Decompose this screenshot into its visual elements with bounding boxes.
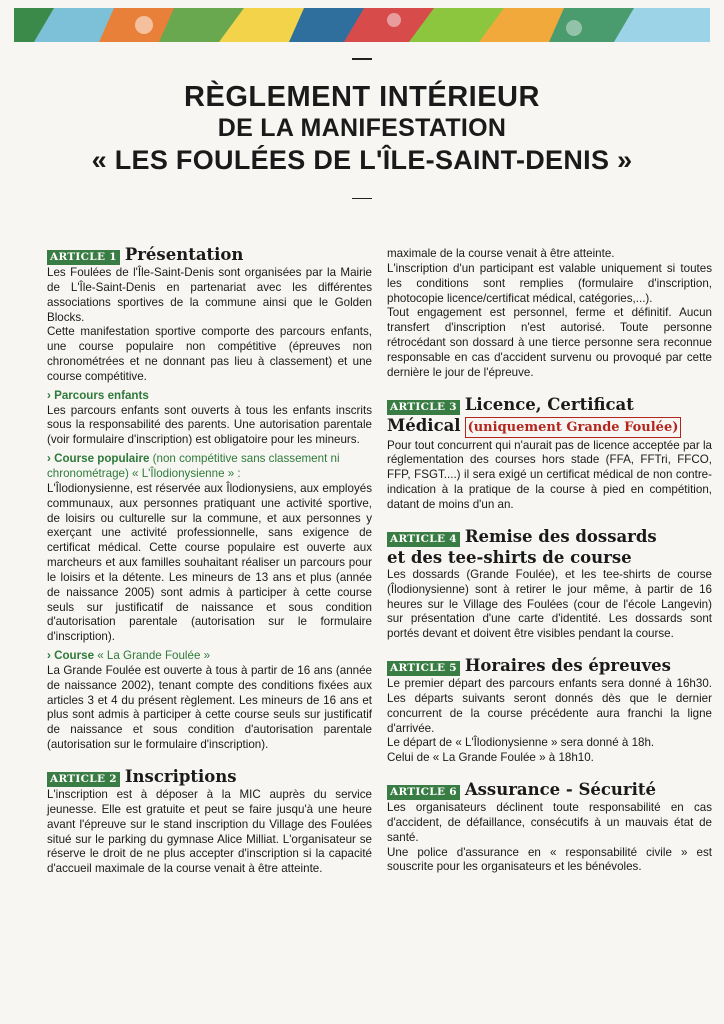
article-6-heading xyxy=(387,780,712,800)
article-title: Licence, Certificat xyxy=(464,394,634,414)
paragraph: L'Îlodionysienne, est réservée aux Îlodionysiens, aux employés communaux, aux personnes pratiquant une activité sportive, de loisirs ou culturelle sur la commune, et aux personnes y exerçant une activité professionnelle, sans exigence de certificat médical. Cette course populaire est ouverte aux marcheurs et aux familles souhaitant réaliser un parcours pour le loisirs et la détente. Les mineurs de 13 ans et plus (année de naissance 2005) sont admis à participer à cette course seuls sur justificatif de naissance et sous condition d'autorisation parentale (autorisation sur le formulaire d'inscription). xyxy=(47,481,372,644)
paragraph: L'inscription d'un participant est valable uniquement si toutes les conditions sont remplies (formulaire d'inscription, photocopie licence/certificat médical, catégories,...). xyxy=(387,261,712,305)
right-column xyxy=(387,247,712,875)
article-3 xyxy=(387,395,712,513)
article-badge: ARTICLE 1 xyxy=(47,250,120,265)
title-line-2: DE LA MANIFESTATION xyxy=(217,113,507,142)
article-title: Horaires des épreuves xyxy=(464,656,671,676)
divider-top xyxy=(352,58,372,60)
article-badge: ARTICLE 5 xyxy=(387,661,460,676)
article-title: Présentation xyxy=(124,245,244,264)
article-4-heading-line2 xyxy=(387,548,712,567)
left-column xyxy=(47,245,372,876)
article-6 xyxy=(387,780,712,875)
paragraph: La Grande Foulée est ouverte à tous à partir de 16 ans (année de naissance 2002), tenant compte des conditions fixées aux articles 3 et 4 du présent règlement. Les mineurs de 16 ans et plus sont admis à participer à cette course seuls sur justificatif de naissance et sous condition d'autorisation parentale (autorisation sur le formulaire d'inscription). xyxy=(47,663,372,752)
subsection-note: (non compétitive sans classement ni chronométrage) « L'Îlodionysienne » : xyxy=(47,452,340,480)
paragraph: maximale de la course venait à être atteinte. xyxy=(387,247,615,260)
paragraph: Cette manifestation sportive comporte des parcours enfants, une course populaire non compétitive (épreuves non chronométrées et ne donnant pas lieu à classement) et une course compétitive. xyxy=(47,325,372,383)
subsection-title xyxy=(47,649,372,664)
article-title: Remise des dossards xyxy=(464,526,657,546)
article-3-heading xyxy=(387,395,712,415)
article-3-heading-line2 xyxy=(387,416,712,438)
paragraph: Tout engagement est personnel, ferme et définitif. Aucun transfert d'inscription n'est autorisé. Toute personne rétrocédant son dossard à une tierce personne sera reconnue responsable en cas d'accident survenu ou provoqué par cette dernière le jour de l'épreuve. xyxy=(387,306,712,379)
divider-bottom xyxy=(352,198,372,200)
paragraph: Les organisateurs déclinent toute responsabilité en cas d'accident, de défaillance, consécutifs à un mauvais état de santé. xyxy=(387,801,712,844)
subsection-title xyxy=(47,452,372,482)
paragraph: L'inscription est à déposer à la MIC auprès du service jeunesse. Elle est gratuite et peut se faire jusqu'à une heure avant l'épreuve sur le stand inscription du Village des Foulées situé sur le parking du gymnase Alice Milliat. L'organisateur se réserve le droit de ne plus accepter d'inscription si la capacité d'accueil maximale de la course venait à être atteinte. xyxy=(47,788,372,876)
article-1 xyxy=(47,245,372,753)
article-2 xyxy=(47,767,372,876)
article-5-heading xyxy=(387,656,712,676)
article-badge: ARTICLE 2 xyxy=(47,772,120,787)
paragraph: Le premier départ des parcours enfants sera donné à 16h30. Les départs suivants seront donnés dès que le dernier concurrent de la course précédente aura franchi la ligne d'arrivée. xyxy=(387,677,712,735)
title-line-3: « LES FOULÉES DE L'ÎLE-SAINT-DENIS » xyxy=(91,144,633,175)
paragraph: Une police d'assurance en « responsabilité civile » est souscrite pour les organisateurs et les bénévoles. xyxy=(387,845,712,874)
decorative-banner xyxy=(14,8,710,42)
subsection-note: « La Grande Foulée » xyxy=(97,649,211,663)
article-title: Inscriptions xyxy=(124,767,237,786)
paragraph: Les Foulées de l'Île-Saint-Denis sont organisées par la Mairie de L'Île-Saint-Denis en partenariat avec les différentes associations sportives de la commune ainsi que le Golden Blocks. xyxy=(47,266,372,324)
paragraph: Celui de « La Grande Foulée » à 18h10. xyxy=(387,751,594,765)
article-2-continued xyxy=(387,247,712,381)
article-title: Assurance - Sécurité xyxy=(464,780,657,800)
subsection-title: › Parcours enfants xyxy=(47,388,149,402)
paragraph: Le départ de « L'Îlodionysienne » sera donné à 18h. xyxy=(387,736,655,750)
article-1-heading xyxy=(47,245,372,265)
title-block xyxy=(0,58,724,199)
subsection-label: › Course xyxy=(47,649,95,663)
paragraph: Pour tout concurrent qui n'aurait pas de licence acceptée par la réglementation des courses hors stade (FFA, FFTri, FFCO, FFP, FSGT....) il sera exigé un certificat médical de non contre-indication à la pratique de la course à pied en compétition, datant de moins d'un an. xyxy=(387,438,712,511)
article-title-cont: et des tee-shirts de course xyxy=(387,547,632,567)
article-badge: ARTICLE 6 xyxy=(387,785,460,800)
article-badge: ARTICLE 3 xyxy=(387,400,460,415)
article-2-heading xyxy=(47,767,372,787)
title-line-1: RÈGLEMENT INTÉRIEUR xyxy=(184,80,540,113)
article-4 xyxy=(387,527,712,642)
article-5 xyxy=(387,656,712,766)
article-title-cont: Médical xyxy=(387,415,461,435)
subsection-label: › Course populaire xyxy=(47,452,150,466)
article-4-heading xyxy=(387,527,712,547)
article-note: (uniquement Grande Foulée) xyxy=(465,417,682,438)
paragraph: Les dossards (Grande Foulée), et les tee-shirts de course (Îlodionysienne) sont à retirer le jour même, à partir de 16 heures sur le Village des Foulées (cour de l'école Langevin) sur présentation d'une carte d'identité. Les dossards sont portés devant et doivent être visibles pendant la course. xyxy=(387,567,712,641)
paragraph: Les parcours enfants sont ouverts à tous les enfants inscrits sous la responsabilité des parents. Une autorisation parentale (voir formulaire d'inscription) est obligatoire pour les mineurs. xyxy=(47,403,372,447)
article-badge: ARTICLE 4 xyxy=(387,532,460,547)
